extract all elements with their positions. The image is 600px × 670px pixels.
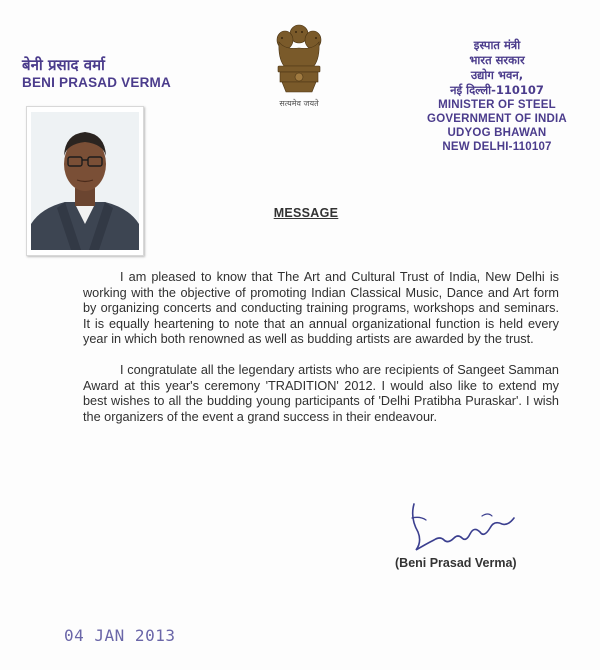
letter-body xyxy=(83,270,559,425)
emblem-motto: सत्यमेव जयते xyxy=(279,99,319,108)
office-hindi-line-4: नई दिल्ली-110107 xyxy=(450,83,544,97)
letter-paragraph-1: I am pleased to know that The Art and Cultural Trust of India, New Delhi is working with the objective of promoting Indian Classical Music, Dance and Art form by organizing concerts and conducting training programs, workshops and seminars. It is equally heartening to note that an annual organizational function is held every year in which both renowned as well as budding artists are awarded by the trust. xyxy=(83,270,559,347)
sender-name-hindi: बेनी प्रसाद वर्मा xyxy=(22,56,105,74)
office-english-line-2: GOVERNMENT OF INDIA xyxy=(427,113,567,125)
portrait-photo xyxy=(31,112,139,250)
sender-header xyxy=(22,56,171,91)
signatory-name: (Beni Prasad Verma) xyxy=(395,556,517,570)
office-hindi-line-2: भारत सरकार xyxy=(469,53,525,67)
letter-title: MESSAGE xyxy=(273,206,339,220)
sender-name-english: BENI PRASAD VERMA xyxy=(22,75,171,90)
handwritten-signature xyxy=(404,498,524,558)
office-header xyxy=(402,38,572,154)
office-english-line-3: UDYOG BHAWAN xyxy=(447,127,547,139)
portrait-frame xyxy=(26,106,144,256)
office-hindi-line-1: इस्पात मंत्री xyxy=(473,38,521,52)
office-hindi-line-3: उद्योग भवन, xyxy=(470,68,524,82)
lion-capital-icon xyxy=(266,20,332,100)
office-english-line-4: NEW DELHI-110107 xyxy=(442,141,552,153)
state-emblem xyxy=(266,20,332,112)
office-english-line-1: MINISTER OF STEEL xyxy=(438,99,556,111)
date-stamp: 04 JAN 2013 xyxy=(64,626,176,645)
letter-paragraph-2: I congratulate all the legendary artists who are recipients of Sangeet Samman Award at this year's ceremony 'TRADITION' 2012. I would also like to extend my best wishes to all the budding young participants of 'Delhi Pratibha Puraskar'. I wish the organizers of the event a grand success in their endeavour. xyxy=(83,362,559,424)
